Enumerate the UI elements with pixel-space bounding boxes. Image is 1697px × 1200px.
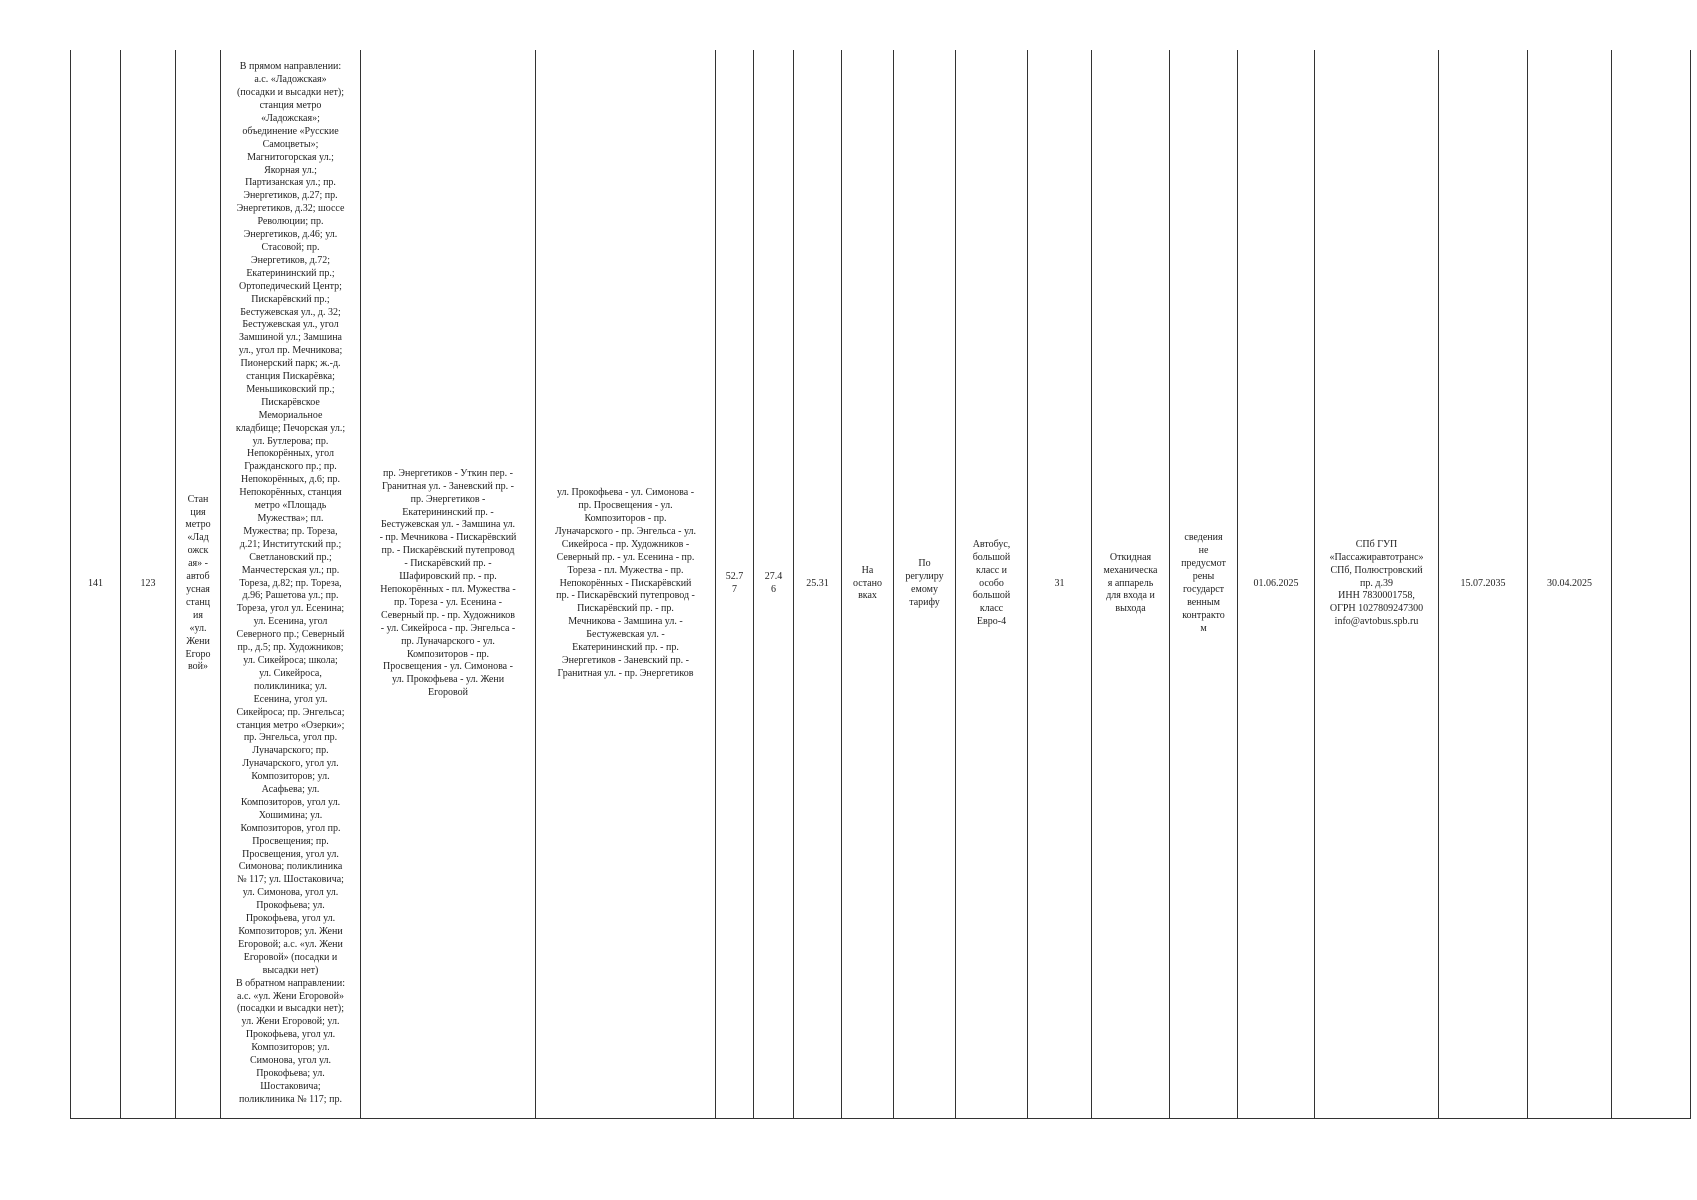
date-extra: 30.04.2025 xyxy=(1547,577,1592,589)
date-extra-cell xyxy=(1528,50,1612,1119)
end-date-cell xyxy=(1439,50,1528,1119)
vehicle-count: 31 xyxy=(1054,577,1065,589)
streets-backward-cell xyxy=(536,50,716,1119)
table-row xyxy=(71,50,1691,1119)
equipment-cell xyxy=(1092,50,1170,1119)
end-date: 15.07.2035 xyxy=(1460,577,1506,589)
route-number: 123 xyxy=(140,577,156,589)
route-name-cell xyxy=(176,50,221,1119)
stop-order: На остано вках xyxy=(853,564,882,602)
row-index-cell xyxy=(71,50,121,1119)
stops-cell xyxy=(221,50,361,1119)
contract-info: сведения не предусмот рены государст венным контракто м xyxy=(1181,532,1226,634)
contract-info-cell xyxy=(1170,50,1238,1119)
tariff-cell xyxy=(894,50,956,1119)
stop-order-cell xyxy=(842,50,894,1119)
carrier-cell xyxy=(1315,50,1439,1119)
streets-forward: пр. Энергетиков - Уткин пер. - Гранитная ул. - Заневский пр. - пр. Энергетиков - Екатерининский пр. - Бестужевская ул. - Замшина ул. - пр. Мечникова - Пискарёвский пр. - Пискарёвский путепровод - Пискарёвский пр. - Шафировский пр. - пр. Непокорённых - пл. Мужества - пр. Тореза - ул. Есенина - Северный пр. - пр. Художников - ул. Сикейроса - пр. Энгельса - пр. Луначарского - ул. Композиторов - пр. Просвещения - ул. Симонова - ул. Прокофьева - ул. Жени Егоровой xyxy=(379,467,517,699)
length-forward: 52.7 7 xyxy=(725,571,744,595)
length-backward: 27.4 6 xyxy=(764,571,783,595)
start-date: 01.06.2025 xyxy=(1253,577,1299,589)
vehicle-cell xyxy=(956,50,1028,1119)
carrier-info: СПб ГУП «Пассажиравтотранс» СПб, Полюстровский пр. д.39 ИНН 7830001758, ОГРН 1027809247300 info@avtobus.spb.ru xyxy=(1329,538,1424,628)
length-total-cell xyxy=(794,50,842,1119)
length-backward-cell xyxy=(754,50,794,1119)
vehicle-type: Автобус, большой класс и особо большой класс Евро-4 xyxy=(972,538,1011,628)
row-index: 141 xyxy=(88,577,103,589)
length-forward-cell xyxy=(716,50,754,1119)
route-number-cell xyxy=(121,50,176,1119)
length-total: 25.31 xyxy=(806,577,829,589)
start-date-cell xyxy=(1238,50,1315,1119)
route-name: Стан ция метро «Лад ожск ая» - автоб усная станц ия «ул. Жени Егоро вой» xyxy=(185,493,211,673)
route-registry-table xyxy=(70,50,1691,1119)
tariff: По регулиру емому тарифу xyxy=(905,558,944,608)
streets-forward-cell xyxy=(361,50,536,1119)
vehicle-count-cell xyxy=(1028,50,1092,1119)
streets-backward: ул. Прокофьева - ул. Симонова - пр. Просвещения - ул. Композиторов - пр. Луначарского - пр. Энгельса - ул. Сикейроса - пр. Художников - Северный пр. - ул. Есенина - пр. Тореза - пл. Мужества - пр. Непокорённых - Пискарёвский пр. - Пискарёвский путепровод - Пискарёвский пр. - пр. Мечникова - Замшина ул. - Бестужевская ул. - Екатерининский пр. - пр. Энергетиков - Заневский пр. - Гранитная ул. - пр. Энергетиков xyxy=(554,487,696,679)
equipment: Откидная механическа я аппарель для входа и выхода xyxy=(1103,551,1158,615)
blank-cell xyxy=(1612,50,1691,1119)
stops-list: В прямом направлении: а.с. «Ладожская» (посадки и высадки нет); станция метро «Ладожская»; объединение «Русские Самоцветы»; Магнитогорская ул.; Якорная ул.; Партизанская ул.; пр. Энергетиков, д.27; пр. Энергетиков, д.32; шоссе Революции; пр. Энергетиков, д.46; ул. Стасовой; пр. Энергетиков, д.72; Екатерининский пр.; Ортопедический Центр; Пискарёвский пр.; Бестужевская ул., д. 32; Бестужевская ул., угол Замшиной ул.; Замшина ул., угол пр. Мечникова; Пионерский парк; ж.-д. станция Пискарёвка; Меньшиковский пр.; Пискарёвское Мемориальное кладбище; Печорская ул.; ул. Бутлерова; пр. Непокорённых, угол Гражданского пр.; пр. Непокорённых, д.6; пр. Непокорённых, станция метро «Площадь Мужества»; пл. Мужества; пр. Тореза, д.21; Институтский пр.; Светлановский пр.; Манчестерская ул.; пр. Тореза, д.82; пр. Тореза, д.96; Рашетова ул.; пр. Тореза, угол ул. Есенина; ул. Есенина, угол Северного пр.; Северный пр., д.5; пр. Художников; ул. Сикейроса; школа; ул. Сикейроса, поликлиника; ул. Есенина, угол ул. Сикейроса; пр. Энгельса; станция метро «Озерки»; пр. Энгельса, угол пр. Луначарского; пр. Луначарского, угол ул. Композиторов; ул. Асафьева; ул. Композиторов, угол ул. Хошимина; ул. Композиторов, угол пр. Просвещения; пр. Просвещения, угол ул. Симонова; поликлиника № 117; ул. Шостаковича; ул. Симонова, угол ул. Прокофьева; ул. Прокофьева, угол ул. Композиторов; ул. Жени Егоровой; а.с. «ул. Жени Егоровой» (посадки и высадки нет) В обратном направлении: а.с. «ул. Жени Егоровой» (посадки и высадки нет); ул. Жени Егоровой; ул. Прокофьева, угол ул. Композиторов; ул. Симонова, угол ул. Прокофьева; ул. Шостаковича; поликлиника № 117; пр. xyxy=(235,61,346,1105)
